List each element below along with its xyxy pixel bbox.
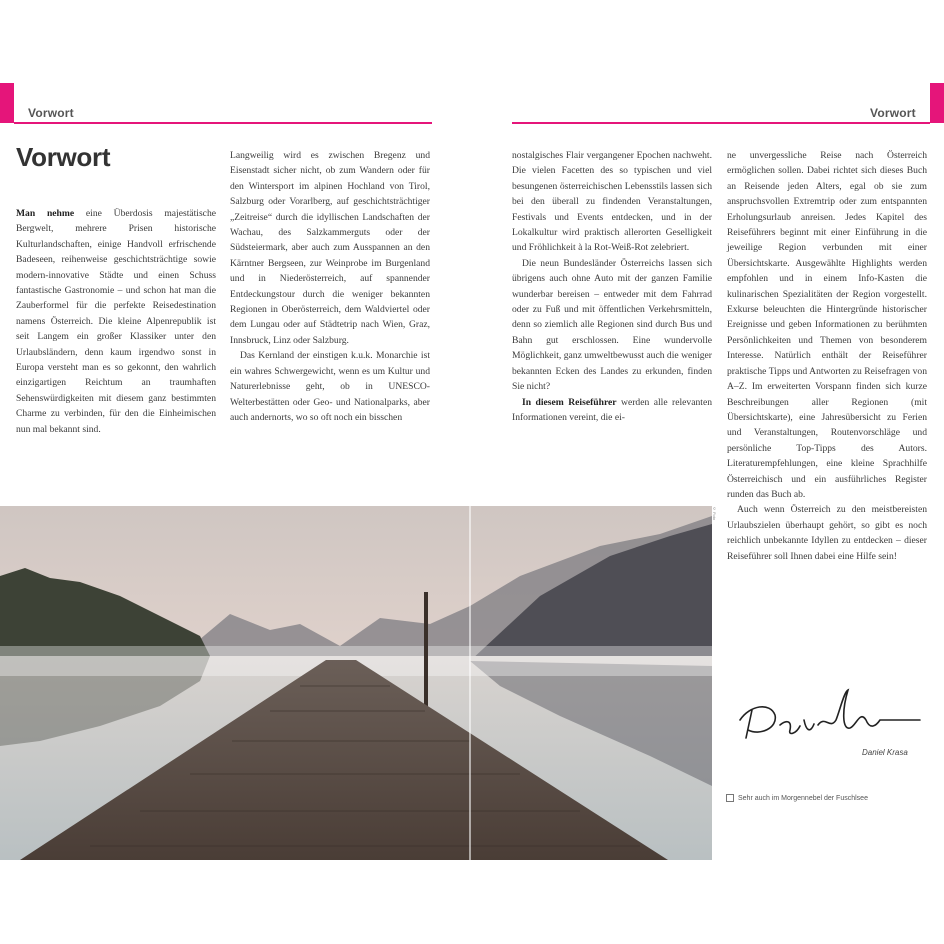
paragraph-text: Die neun Bundesländer Österreichs lassen sich übrigens auch ohne Auto mit der ganzen Familie wunderbar bereisen – entweder mit dem Fahrrad oder zu Fuß und mit öffentlichen Verkehrsmitteln, denn so ziemlich alle Regionen sind durch Bus und Bahn gut erschlossen. Eine wundervolle Möglichkeit, ganz umweltbewusst auch die weniger bekannten Ecken des Landes zu erkunden, finden Sie nicht? [512,257,712,393]
running-head-right: Vorwort [870,106,916,120]
header-rule-right [512,122,930,124]
paragraph-lead: In diesem Reiseführer [522,396,617,408]
lake-pier-photo [0,506,712,860]
photo-caption-text: Sehr auch im Morgennebel der Fuschlsee [738,794,868,802]
left-page-tab [0,83,14,123]
paragraph [512,256,712,395]
paragraph-text: werden alle relevanten Informationen vereint, die ei- [512,396,712,423]
paragraph [16,206,216,437]
page-title: Vorwort [16,142,111,172]
paragraph-text: Auch wenn Österreich zu den meistbereisten Urlaubszielen überhaupt gehört, so gibt es noch reichlich unbekannte Idyllen zu entdecken – dieser Reiseführer soll Ihnen dabei eine Hilfe sein! [727,504,927,562]
photo-caption [726,794,868,802]
text-column-2 [230,148,430,425]
paragraph-text: eine Überdosis majestätische Bergwelt, mehrere Prisen historische Kulturlandschaften, einige Handvoll erfrischende Badeseen, reihenweise geschichtsträchtige sowie modern-innovative Städte und einen Schuss fantastische Gastronomie – und schon hat man die Zauberformel für die perfekte Reisedestination namens Österreich. Die kleine Alpenrepublik ist seit Langem ein großer Klassiker unter den Urlaubsländern, denn kaum irgendwo sonst in Europa versteht man es so gekonnt, den wahrlich einzigartigen Reichtum an traumhaften Sehenswürdigkeiten mit diesem ganz bestimmten Charme zu verbinden, für den die Einheimischen nun mal bekannt sind. [16,208,216,435]
paragraph-text: Das Kernland der einstigen k.u.k. Monarchie ist ein wahres Schwergewicht, wenn es um Kultur und Naturerlebnisse geht, ob in UNESCO-Welterbestätten oder Geo- und Nationalparks, aber auch andernorts, wo so oft noch ein bisschen [230,350,430,423]
running-head-left: Vorwort [28,106,74,120]
spread-gutter [469,506,471,860]
header-rule-left [14,122,432,124]
paragraph [230,348,430,425]
signature-name: Daniel Krasa [862,748,908,757]
paragraph [727,148,927,502]
text-column-4 [727,148,927,564]
paragraph-text: Langweilig wird es zwischen Bregenz und Eisenstadt sicher nicht, ob zum Wandern oder für den Wintersport im alpinen Hochland von Tirol, Salzburg oder Vorarlberg, auf geschichtsträchtiger „Zeitreise“ durch die idyllischen Landschaften der Wachau, des Salzkammerguts oder der Südsteiermark, aber auch zum Ausspannen an den Kärntner Bergseen, zur Weinprobe im Burgenland und in Niederösterreich, auf spannender Entdeckungstour durch die weniger bekannten Regionen in Oberösterreich, dem Waldviertel oder dem Lungau oder auf Städtetrip nach Wien, Graz, Innsbruck, Linz oder Salzburg. [230,150,430,346]
paragraph-text: ne unvergessliche Reise nach Österreich ermöglichen sollen. Dabei richtet sich dieses Buch an Reisende jeden Alters, egal ob sie zum anspruchsvollen Extremtrip oder zum entspannten Erholungsurlaub anreisen. Jedes Kapitel des Reiseführers beginnt mit einer Einführung in die jeweilige Region verbunden mit einer Übersichtskarte. Ausgewählte Highlights werden empfohlen und in einem Info-Kasten die kulinarischen Spezialitäten der Region vorgestellt. Exkurse beleuchten die Hintergründe historischer Ereignisse und geben Informationen zu berühmten Persönlichkeiten und Themen von besonderem Interesse. Natürlich enthält der Reiseführer praktische Tipps und Antworten zu Reisefragen von A–Z. Im erweiterten Vorspann finden sich kurze Beschreibungen aller Regionen (mit Übersichtskarte), eine Jahresübersicht zu Ferien und Veranstaltungen, Routenvorschläge und persönliche Top-Tipps des Autors. Literaturempfehlungen, eine kleine Sprachhilfe Österreichisch und ein ausführliches Register runden das Buch ab. [727,150,927,500]
paragraph-text: nostalgisches Flair vergangener Epochen nachweht. Die vielen Facetten des so typischen und viel besungenen österreichischen Lebensstils lassen sich bei den überall zu findenden Veranstaltungen, Festivals und Events entdecken, und in der Lokalkultur wird praktisch allerorten Geselligkeit und Fröhlichkeit à la Rot-Weiß-Rot zelebriert. [512,150,712,254]
paragraph [727,502,927,564]
text-column-3 [512,148,712,425]
paragraph [512,395,712,426]
right-page-tab [930,83,944,123]
paragraph [230,148,430,348]
photo-credit: © Foto [712,506,717,521]
paragraph-lead: Man nehme [16,208,75,219]
text-column-1 [16,206,216,437]
signature-graphic [730,680,930,750]
paragraph [512,148,712,256]
square-icon [726,794,734,802]
